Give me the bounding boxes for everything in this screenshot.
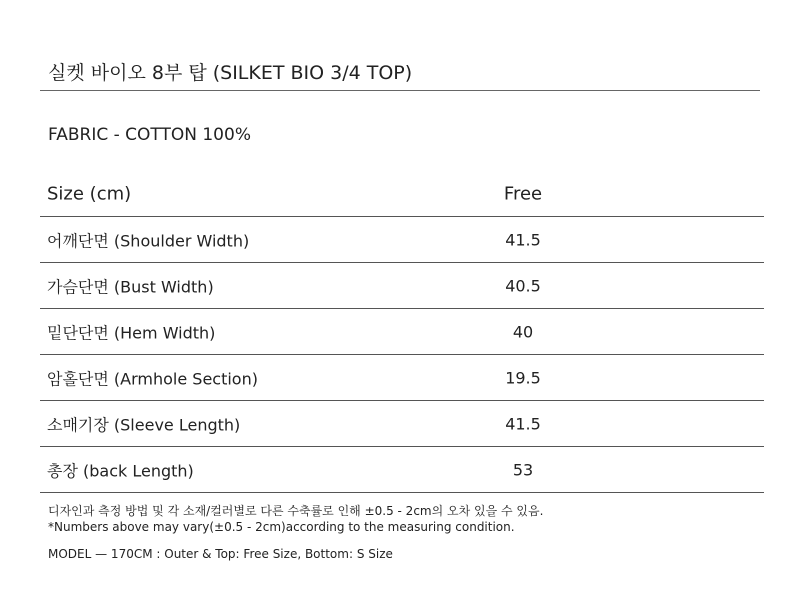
row-label: 밑단단면 (Hem Width) — [47, 323, 216, 342]
title-divider — [40, 90, 760, 91]
product-title: 실켓 바이오 8부 탑 (SILKET BIO 3/4 TOP) — [48, 62, 413, 84]
note-english: *Numbers above may vary(±0.5 - 2cm)according to the measuring condition. — [48, 520, 515, 534]
table-row: 밑단단면 (Hem Width) 40 — [40, 309, 764, 355]
table-row: 가슴단면 (Bust Width) 40.5 — [40, 263, 764, 309]
row-label: 총장 (back Length) — [47, 461, 194, 480]
row-label: 가슴단면 (Bust Width) — [47, 277, 214, 296]
table-row: 총장 (back Length) 53 — [40, 447, 764, 493]
fabric-info: FABRIC - COTTON 100% — [48, 125, 251, 145]
row-label: 어깨단면 (Shoulder Width) — [47, 231, 250, 250]
header-size-label: Size (cm) — [47, 183, 132, 205]
table-header-row: Size (cm) Free — [40, 172, 764, 217]
model-info: MODEL — 170CM : Outer & Top: Free Size, Bottom: S Size — [48, 547, 393, 561]
measurement-notes — [48, 503, 543, 535]
note-korean: 디자인과 측정 방법 및 각 소재/컬러별로 다른 수축률로 인해 ±0.5 - 2cm의 오차 있을 수 있음. — [48, 504, 544, 518]
table-row: 암홀단면 (Armhole Section) 19.5 — [40, 355, 764, 401]
row-label: 암홀단면 (Armhole Section) — [47, 369, 258, 388]
table-row: 어깨단면 (Shoulder Width) 41.5 — [40, 217, 764, 263]
size-table — [40, 172, 764, 493]
row-label: 소매기장 (Sleeve Length) — [47, 415, 241, 434]
table-row: 소매기장 (Sleeve Length) 41.5 — [40, 401, 764, 447]
